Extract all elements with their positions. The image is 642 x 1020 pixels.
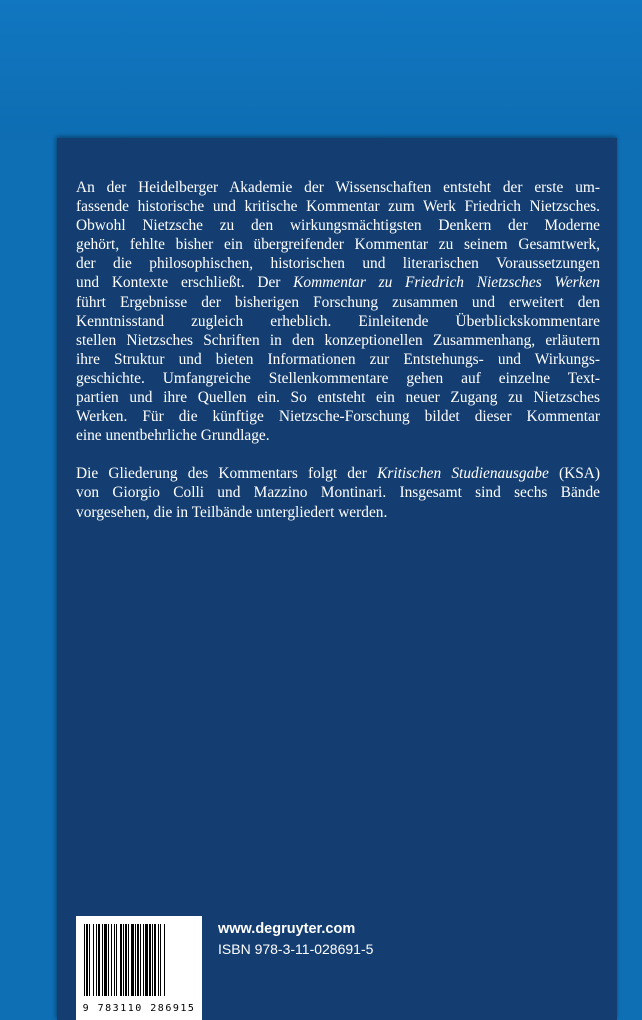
blurb-line-text: Obwohl Nietzsche zu den wirkungsmächtigsten Denkern der Moderne — [76, 217, 600, 235]
blurb-line-text: eine unentbehrliche Grundlage. — [76, 427, 270, 445]
blurb-line-tail: (KSA) — [548, 465, 600, 483]
blurb-line — [76, 312, 600, 331]
blurb-line-text: Die Gliederung des Kommentars folgt der — [76, 465, 378, 483]
barcode-bars — [84, 924, 194, 996]
blurb-line — [76, 235, 600, 254]
blurb-line-text: An der Heidelberger Akademie der Wissenschaften entsteht der erste um- — [76, 179, 600, 196]
blurb-line — [76, 331, 600, 350]
blurb-line-text: vorgesehen, die in Teilbände untergliedert werden. — [76, 503, 388, 521]
blurb-text — [76, 178, 600, 522]
blurb-line — [76, 273, 600, 292]
blurb-line — [76, 464, 600, 483]
blurb-paragraph-1 — [76, 178, 600, 445]
blurb-italic-title: Kritischen Studienausgabe — [377, 465, 549, 483]
blurb-line-text: ihre Struktur und bieten Informationen zur Entstehungs- und Wirkungs- — [76, 350, 600, 368]
blurb-line-text: der die philosophischen, historischen und literarischen Voraussetzungen — [76, 255, 600, 273]
blurb-line-text: von Giorgio Colli und Mazzino Montinari. Insgesamt sind sechs Bände — [76, 484, 600, 502]
blurb-line-text: Werken. Für die künftige Nietzsche-Forschung bildet dieser Kommentar — [76, 408, 600, 426]
blurb-line — [76, 388, 600, 407]
blurb-line-text: fassende historische und kritische Kommentar zum Werk Friedrich Nietzsches. — [76, 198, 600, 216]
publisher-website[interactable]: www.degruyter.com — [218, 921, 356, 937]
blurb-line — [76, 369, 600, 388]
blurb-paragraph-2 — [76, 464, 600, 521]
blurb-line — [76, 350, 600, 369]
blurb-line — [76, 407, 600, 426]
blurb-line — [76, 254, 600, 273]
blurb-line — [76, 503, 600, 522]
blurb-line-text: und Kontexte erschließt. Der — [76, 274, 294, 292]
blurb-line-text: Kenntnisstand zugleich erheblich. Einleitende Überblickskommentare — [76, 312, 600, 330]
blurb-line-text: geschichte. Umfangreiche Stellenkommentare gehen auf einzelne Text- — [76, 369, 600, 387]
blurb-line-text: stellen Nietzsches Schriften in den konzeptionellen Zusammenhang, erläutern — [76, 331, 600, 349]
blurb-line — [76, 197, 600, 216]
blurb-italic-title: Kommentar zu Friedrich Nietzsches Werken — [293, 274, 600, 292]
blurb-line — [76, 426, 600, 445]
blurb-line-text: partien und ihre Quellen ein. So entsteht ein neuer Zugang zu Nietzsches — [76, 389, 600, 407]
isbn-number: ISBN 978-3-11-028691-5 — [218, 941, 374, 957]
top-color-band — [0, 0, 642, 140]
blurb-line — [76, 483, 600, 502]
blurb-line — [76, 178, 600, 197]
publisher-info — [218, 919, 373, 959]
blurb-line-text: gehört, fehlte bisher ein übergreifender Kommentar zu seinem Gesamtwerk, — [76, 236, 600, 254]
barcode — [76, 916, 202, 1020]
blurb-line — [76, 293, 600, 312]
barcode-digits: 9 783110 286915 — [82, 1003, 196, 1014]
blurb-line — [76, 216, 600, 235]
blurb-line-text: führt Ergebnisse der bisherigen Forschung zusammen und erweitert den — [76, 293, 600, 311]
